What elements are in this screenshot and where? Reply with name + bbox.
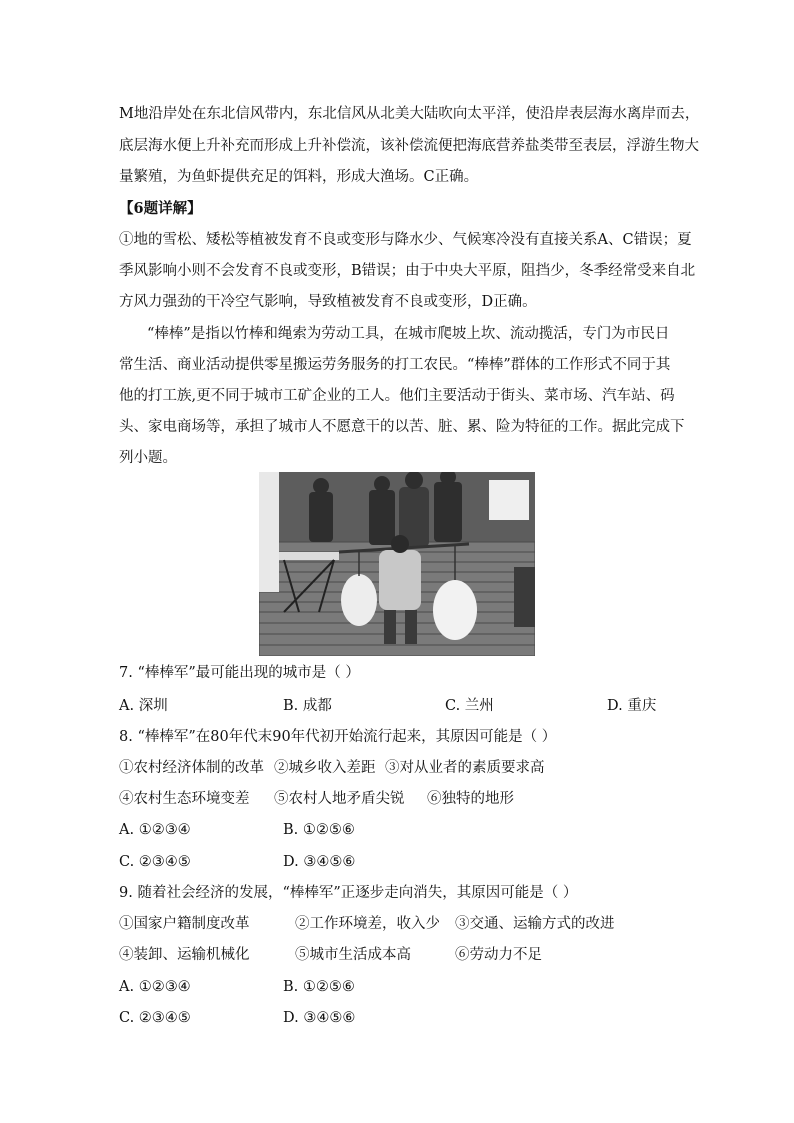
q7-option-a: A. 深圳 [119, 698, 168, 714]
q8-item: ⑥独特的地形 [427, 791, 514, 807]
q9-item: ④装卸、运输机械化 [119, 947, 250, 963]
q7-option-b: B. 成都 [283, 698, 332, 714]
passage-line: 量繁殖，为鱼虾提供充足的饵料，形成大渔场。C正确。 [119, 169, 479, 185]
q9-item: ③交通、运输方式的改进 [455, 916, 615, 932]
q7-option-d: D. 重庆 [607, 698, 657, 714]
q9-item: ②工作环境差，收入少 [295, 916, 440, 932]
passage-line: 底层海水便上升补充而形成上升补偿流，该补偿流便把海底营养盐类带至表层，浮游生物大 [119, 138, 699, 154]
q9-item: ⑥劳动力不足 [455, 947, 542, 963]
q6-explain-line: 方风力强劲的干冷空气影响，导致植被发育不良或变形，D正确。 [119, 294, 537, 310]
porter-photo-illustration [259, 472, 535, 656]
q9-option-c: C. ②③④⑤ [119, 1010, 191, 1026]
intro-line: 列小题。 [119, 450, 177, 466]
passage-line: M地沿岸处在东北信风带内，东北信风从北美大陆吹向太平洋，使沿岸表层海水离岸而去， [119, 106, 700, 122]
porter-photo [259, 472, 535, 656]
q8-item: ④农村生态环境变差 [119, 791, 250, 807]
q6-heading: 【6题详解】 [119, 200, 202, 217]
q7-option-c: C. 兰州 [445, 698, 494, 714]
q8-option-d: D. ③④⑤⑥ [283, 854, 356, 870]
q8-item: ①农村经济体制的改革 [119, 760, 264, 776]
intro-line: 他的打工族,更不同于城市工矿企业的工人。他们主要活动于街头、菜市场、汽车站、码 [119, 388, 675, 404]
q9-item: ⑤城市生活成本高 [295, 947, 411, 963]
q9-option-a: A. ①②③④ [119, 979, 191, 995]
q9-stem: 9. 随着社会经济的发展，“棒棒军”正逐步走向消失，其原因可能是（ ） [119, 885, 578, 901]
intro-line: 头、家电商场等，承担了城市人不愿意干的以苦、脏、累、险为特征的工作。据此完成下 [119, 419, 685, 435]
intro-line: “棒棒”是指以竹棒和绳索为劳动工具，在城市爬坡上坎、流动揽活，专门为市民日 [147, 326, 670, 342]
q7-stem: 7. “棒棒军”最可能出现的城市是（ ） [119, 665, 360, 681]
q8-option-c: C. ②③④⑤ [119, 854, 191, 870]
q8-item: ③对从业者的素质要求高 [385, 760, 545, 776]
intro-line: 常生活、商业活动提供零星搬运劳务服务的打工农民。“棒棒”群体的工作形式不同于其 [119, 357, 671, 373]
q9-option-d: D. ③④⑤⑥ [283, 1010, 356, 1026]
q8-option-b: B. ①②⑤⑥ [283, 822, 355, 838]
q8-item: ⑤农村人地矛盾尖锐 [274, 791, 405, 807]
q8-option-a: A. ①②③④ [119, 822, 191, 838]
q8-stem: 8. “棒棒军”在80年代末90年代初开始流行起来，其原因可能是（ ） [119, 729, 557, 745]
q6-explain-line: ①地的雪松、矮松等植被发育不良或变形与降水少、气候寒冷没有直接关系A、C错误；夏 [119, 232, 692, 248]
q8-item: ②城乡收入差距 [274, 760, 376, 776]
q9-option-b: B. ①②⑤⑥ [283, 979, 355, 995]
q6-explain-line: 季风影响小则不会发育不良或变形，B错误；由于中央大平原，阻挡少，冬季经常受来自北 [119, 263, 696, 279]
q9-item: ①国家户籍制度改革 [119, 916, 250, 932]
